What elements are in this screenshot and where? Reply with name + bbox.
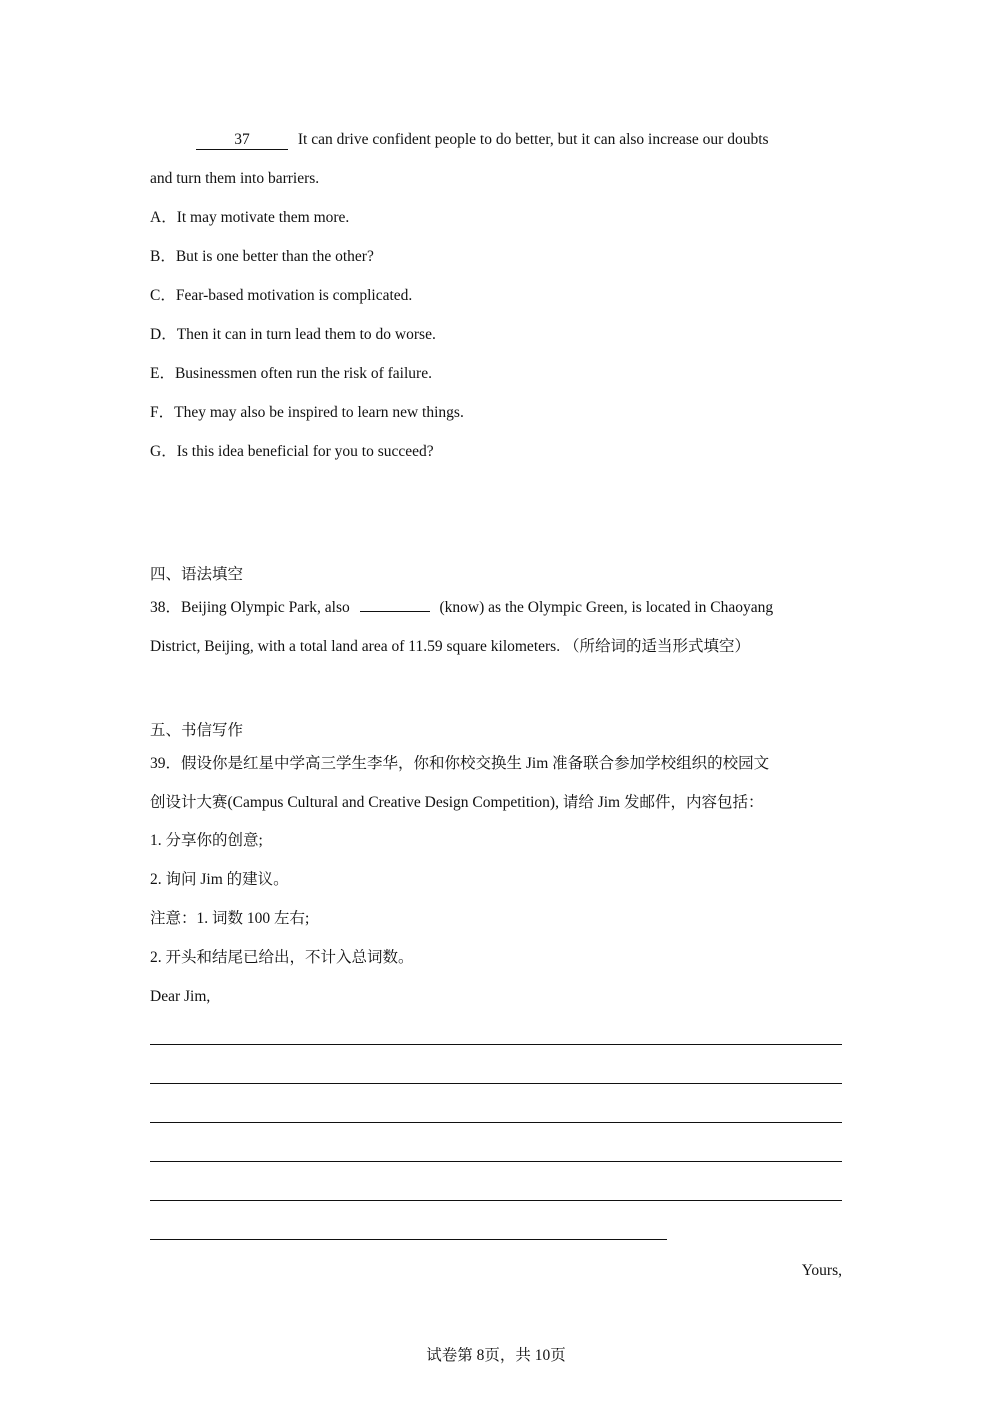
q39-note-2: 2. 开头和结尾已给出，不计入总词数。 [150, 949, 414, 966]
q37-line-2: and turn them into barriers. [150, 170, 320, 187]
option-text: Then it can in turn lead them to do worse. [176, 326, 436, 343]
q37-line-1 [196, 130, 769, 150]
option-e [150, 364, 432, 384]
q39-line-2: 创设计大赛(Campus Cultural and Creative Design Competition), 请给 Jim 发邮件，内容包括： [150, 794, 764, 811]
q37-blank: 37 [196, 131, 288, 150]
option-letter: B． [150, 248, 176, 265]
q38-line-2: District, Beijing, with a total land area of 11.59 square kilometers. （所给词的适当形式填空） [150, 638, 750, 655]
option-letter: G． [150, 443, 177, 460]
q38-blank[interactable] [360, 611, 430, 612]
option-text: But is one better than the other? [175, 248, 374, 265]
option-text: Businessmen often run the risk of failure. [174, 365, 432, 382]
page-footer: 试卷第 8页，共 10页 [426, 1347, 566, 1364]
writing-line[interactable] [150, 1161, 842, 1162]
q39-line-1: 39．假设你是红星中学高三学生李华，你和你校交换生 Jim 准备联合参加学校组织的校园文 [150, 755, 770, 772]
q39-note-1: 注意：1. 词数 100 左右; [150, 910, 310, 927]
option-text: It may motivate them more. [176, 209, 350, 226]
q39-point-1: 1. 分享你的创意; [150, 832, 263, 849]
q39-point-2: 2. 询问 Jim 的建议。 [150, 871, 289, 888]
writing-line[interactable] [150, 1200, 842, 1201]
option-text: They may also be inspired to learn new things. [174, 404, 464, 421]
writing-line[interactable] [150, 1122, 842, 1123]
section-5-heading: 五、书信写作 [150, 722, 244, 739]
letter-salutation: Dear Jim, [150, 988, 211, 1005]
option-letter: C． [150, 287, 176, 304]
q38-prefix: 38．Beijing Olympic Park, also [150, 599, 350, 616]
option-text: Fear-based motivation is complicated. [175, 287, 413, 304]
q37-text-1: It can drive confident people to do better, but it can also increase our doubts [297, 131, 769, 148]
writing-line[interactable] [150, 1044, 842, 1045]
option-f [150, 403, 464, 423]
option-letter: D． [150, 326, 177, 343]
q38-suffix: (know) as the Olympic Green, is located in Chaoyang [439, 599, 774, 616]
option-b [150, 247, 374, 267]
option-d [150, 325, 436, 345]
option-g [150, 442, 434, 462]
option-letter: A． [150, 209, 177, 226]
letter-closing: Yours, [801, 1262, 842, 1279]
writing-line[interactable] [150, 1083, 842, 1084]
option-c [150, 286, 412, 306]
q38-line-1 [150, 598, 773, 618]
option-a [150, 208, 349, 228]
option-letter: E． [150, 365, 175, 382]
writing-line[interactable] [150, 1239, 667, 1240]
option-text: Is this idea beneficial for you to succeed? [176, 443, 434, 460]
option-letter: F． [150, 404, 175, 421]
section-4-heading: 四、语法填空 [150, 566, 244, 583]
